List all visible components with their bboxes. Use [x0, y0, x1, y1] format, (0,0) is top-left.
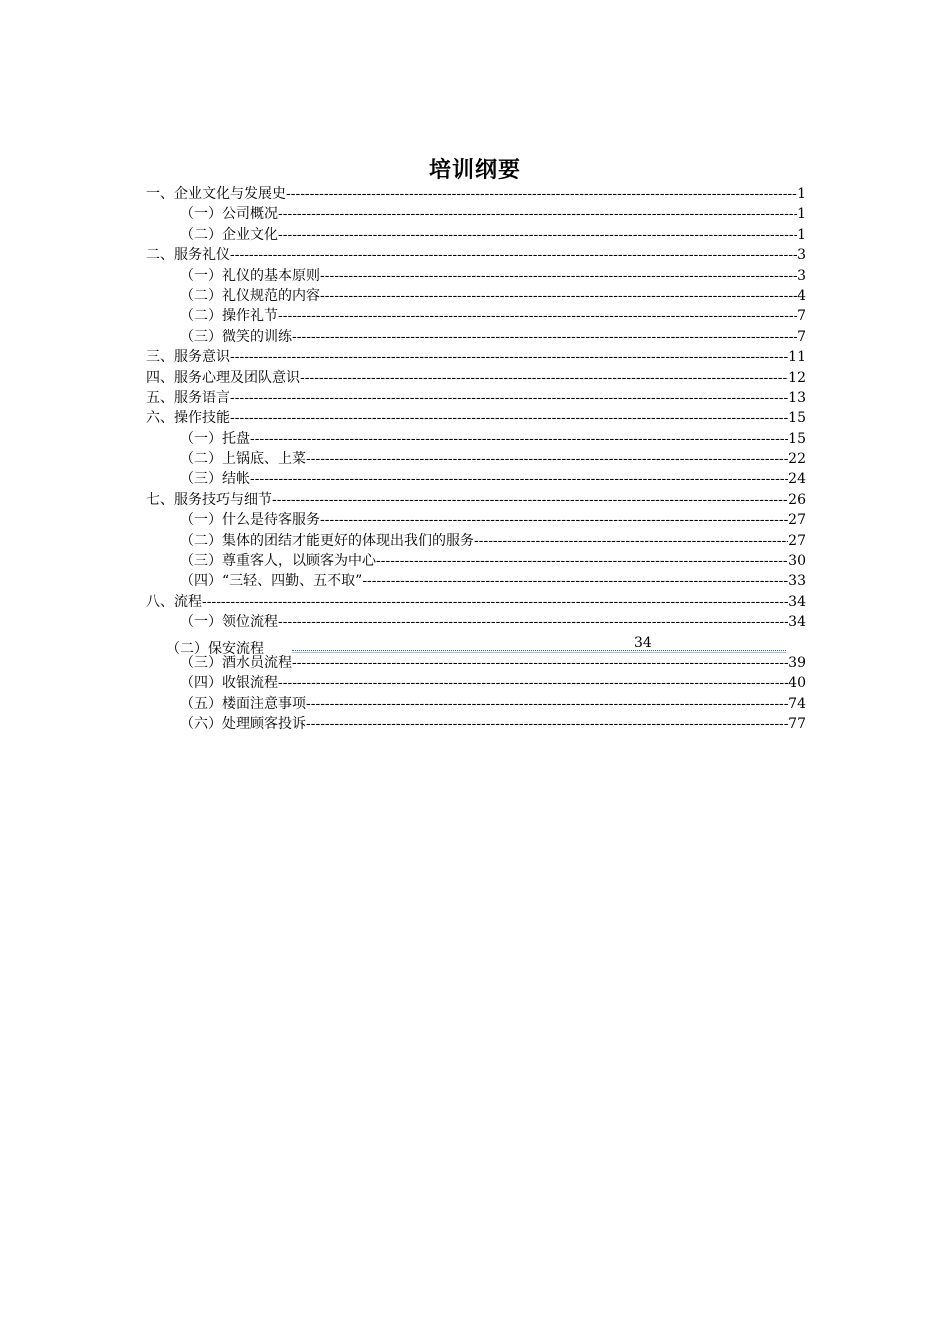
document-title: 培训纲要 [428, 157, 521, 183]
toc-entry[interactable] [146, 449, 806, 469]
toc-entry-page: 4 [797, 287, 806, 304]
toc-entry-label: 五、服务语言 [146, 389, 230, 406]
toc-entry[interactable] [146, 266, 806, 286]
toc-entry[interactable] [146, 551, 806, 571]
toc-entry-label: （四）“三轻、四勤、五不取” [180, 573, 363, 590]
toc-leader-dashes [278, 673, 788, 693]
toc-entry-page: 11 [788, 349, 806, 366]
toc-entry[interactable] [146, 694, 806, 714]
toc-leader-dashes [286, 184, 797, 204]
toc-entry[interactable] [146, 225, 806, 245]
toc-leader-dashes [202, 592, 788, 612]
toc-entry-page: 39 [788, 654, 806, 671]
toc-entry-label: （一）公司概况 [180, 206, 278, 223]
toc-entry[interactable] [146, 408, 806, 428]
toc-entry[interactable] [146, 327, 806, 347]
toc-leader-dashes [230, 245, 797, 265]
toc-entry[interactable] [146, 306, 806, 326]
toc-leader-dashes [278, 225, 797, 245]
toc-leader-dashes [272, 490, 788, 510]
toc-entry-label: （一）礼仪的基本原则 [180, 267, 320, 284]
toc-leader-dashes [278, 306, 797, 326]
toc-entry-page: 1 [797, 206, 806, 223]
toc-entry-page: 3 [797, 267, 806, 284]
toc-leader-dashes [306, 694, 788, 714]
toc-entry-page: 34 [634, 634, 652, 651]
toc-entry[interactable] [146, 673, 806, 693]
toc-entry-page: 40 [788, 675, 806, 692]
toc-entry-page: 13 [788, 389, 806, 406]
toc-entry-label: （二）集体的团结才能更好的体现出我们的服务 [180, 532, 474, 549]
toc-entry-label: （一）托盘 [180, 430, 250, 447]
toc-leader-dashes [230, 388, 788, 408]
toc-entry[interactable] [146, 490, 806, 510]
toc-entry-page: 15 [788, 430, 806, 447]
toc-entry-label: （一）领位流程 [180, 614, 278, 631]
toc-leader-dashes [300, 368, 788, 388]
toc-entry[interactable] [146, 184, 806, 204]
toc-entry-label: 八、流程 [146, 593, 202, 610]
toc-entry[interactable] [146, 204, 806, 224]
toc-entry-label: （三）尊重客人，以顾客为中心 [180, 553, 376, 570]
toc-entry-page: 34 [788, 593, 806, 610]
toc-leader-dashes [250, 469, 788, 489]
toc-entry[interactable] [146, 510, 806, 530]
toc-leader-dashes [376, 551, 788, 571]
toc-entry[interactable] [146, 592, 806, 612]
toc-entry-page: 27 [788, 532, 806, 549]
toc-entry-page: 33 [788, 573, 806, 590]
toc-entry[interactable] [146, 286, 806, 306]
toc-entry-label: 六、操作技能 [146, 410, 230, 427]
toc-entry-page: 30 [788, 553, 806, 570]
toc-entry-page: 7 [797, 308, 806, 325]
toc-entry-label: 七、服务技巧与细节 [146, 491, 272, 508]
toc-entry-label: （一）什么是待客服务 [180, 512, 320, 529]
toc-entry-page: 27 [788, 512, 806, 529]
toc-leader-dashes [320, 266, 797, 286]
toc-entry-label: （六）处理顾客投诉 [180, 716, 306, 733]
toc-entry-label: 四、服务心理及团队意识 [146, 369, 300, 386]
toc-leader-dashes [306, 714, 788, 734]
toc-entry-page: 26 [788, 491, 806, 508]
toc-leader-dashes [320, 286, 797, 306]
toc-entry-page: 15 [788, 410, 806, 427]
toc-leader-dashes [306, 449, 788, 469]
toc-leader-dashes [292, 327, 797, 347]
toc-entry-label: 一、企业文化与发展史 [146, 186, 286, 202]
toc-entry[interactable] [146, 571, 806, 591]
toc-entry-page: 1 [797, 186, 806, 202]
toc-entry[interactable] [146, 429, 806, 449]
toc-leader-dashes [362, 571, 788, 591]
toc-entry-label: （五）楼面注意事项 [180, 695, 306, 712]
toc-entry-page: 22 [788, 451, 806, 468]
toc-entry[interactable] [146, 714, 806, 734]
toc-entry-page: 74 [788, 695, 806, 712]
toc-entry-page: 3 [797, 247, 806, 264]
table-of-contents [146, 184, 806, 735]
toc-entry-label: （二）企业文化 [180, 226, 278, 243]
toc-leader-dashes [250, 429, 788, 449]
toc-entry-page: 7 [797, 328, 806, 345]
toc-leader-dashes [320, 510, 788, 530]
toc-entry-label: （四）收银流程 [180, 675, 278, 692]
toc-entry-page: 1 [797, 226, 806, 243]
toc-entry[interactable] [146, 633, 806, 657]
toc-leader-dashes [474, 531, 788, 551]
toc-leader-dashes [230, 408, 788, 428]
toc-leader-line [292, 633, 786, 653]
toc-entry-page: 24 [788, 471, 806, 488]
toc-leader-dashes [278, 204, 797, 224]
toc-entry[interactable] [146, 469, 806, 489]
toc-entry[interactable] [146, 531, 806, 551]
toc-entry-label: （二）操作礼节 [180, 308, 278, 325]
toc-entry[interactable] [146, 368, 806, 388]
toc-entry-label: （三）结帐 [180, 471, 250, 488]
toc-entry-label: （二）礼仪规范的内容 [180, 287, 320, 304]
toc-entry-label: 二、服务礼仪 [146, 247, 230, 264]
toc-entry-label: （二）上锅底、上菜 [180, 451, 306, 468]
toc-entry-label: （二）保安流程 [166, 640, 264, 657]
toc-entry-page: 34 [788, 614, 806, 631]
toc-entry-label: 三、服务意识 [146, 349, 230, 366]
toc-leader-dashes [292, 653, 788, 673]
toc-entry[interactable] [146, 388, 806, 408]
toc-entry-label: （三）微笑的训练 [180, 328, 292, 345]
toc-leader-dashes [230, 347, 788, 367]
toc-entry[interactable] [146, 347, 806, 367]
toc-entry-label: （三）酒水员流程 [180, 654, 292, 671]
toc-entry-page: 77 [788, 716, 806, 733]
toc-entry[interactable] [146, 612, 806, 632]
toc-leader-dashes [278, 612, 788, 632]
toc-entry-page: 12 [788, 369, 806, 386]
toc-entry[interactable] [146, 245, 806, 265]
